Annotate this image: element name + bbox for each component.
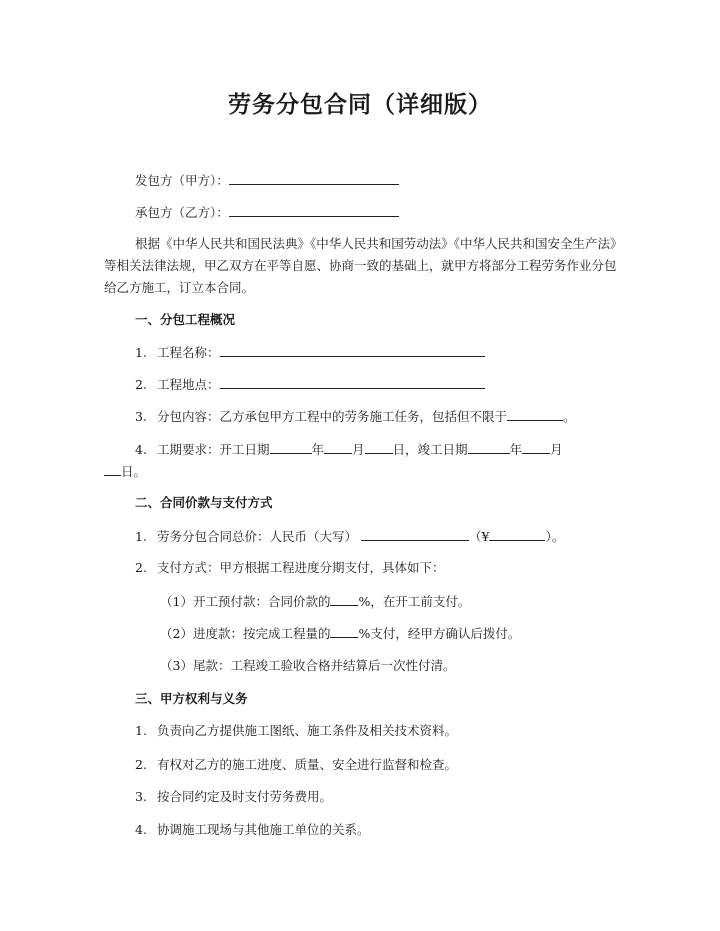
list-item: 2. 工程地点： bbox=[135, 375, 485, 394]
section-2-heading: 二、合同价款与支付方式 bbox=[135, 495, 273, 510]
list-item: 4. 工期要求：开工日期 年 月 日，竣工日期 年 月 bbox=[135, 442, 563, 457]
advance-percent-blank[interactable] bbox=[330, 592, 358, 606]
party-b-blank[interactable] bbox=[229, 203, 399, 217]
list-item: 1. 工程名称： bbox=[135, 343, 485, 362]
end-month-blank[interactable] bbox=[522, 440, 550, 454]
party-a-label: 发包方（甲方）： bbox=[135, 173, 229, 188]
progress-percent-blank[interactable] bbox=[330, 624, 358, 638]
list-item: 1. 负责向乙方提供施工图纸、施工条件及相关技术资料。 bbox=[135, 723, 458, 738]
end-day-blank[interactable] bbox=[104, 462, 121, 476]
list-item-continued: 日。 bbox=[104, 462, 146, 481]
list-item: 2. 有权对乙方的施工进度、质量、安全进行监督和检查。 bbox=[135, 757, 458, 772]
list-item: 4. 协调施工现场与其他施工单位的关系。 bbox=[135, 822, 370, 837]
scope-blank[interactable] bbox=[507, 407, 563, 421]
project-name-blank[interactable] bbox=[220, 343, 485, 357]
payment-item: （1）开工预付款：合同价款的 %，在开工前支付。 bbox=[160, 594, 471, 609]
start-year-blank[interactable] bbox=[270, 440, 312, 454]
party-b-label: 承包方（乙方）： bbox=[135, 205, 229, 220]
party-a-blank[interactable] bbox=[229, 171, 399, 185]
party-b-line bbox=[135, 203, 399, 222]
price-words-blank[interactable] bbox=[361, 527, 469, 541]
list-item: 3. 分包内容：乙方承包甲方工程中的劳务施工任务，包括但不限于 。 bbox=[135, 409, 576, 424]
payment-item: （2）进度款：按完成工程量的 %支付，经甲方确认后拨付。 bbox=[160, 626, 521, 641]
price-number-blank[interactable] bbox=[489, 527, 545, 541]
list-item: 1. 劳务分包合同总价：人民币（大写） （¥ ）。 bbox=[135, 529, 565, 544]
end-year-blank[interactable] bbox=[468, 440, 510, 454]
start-day-blank[interactable] bbox=[365, 440, 393, 454]
document-title: 劳务分包合同（详细版） bbox=[228, 92, 492, 118]
preamble-paragraph: 根据《中华人民共和国民法典》《中华人民共和国劳动法》《中华人民共和国安全生产法》等相关法律法规，甲乙双方在平等自愿、协商一致的基础上，就甲方将部分工程劳务作业分包给乙方施工，订立本合同。 bbox=[104, 236, 617, 295]
section-3-heading: 三、甲方权利与义务 bbox=[135, 691, 248, 706]
list-item: 3. 按合同约定及时支付劳务费用。 bbox=[135, 789, 333, 804]
project-location-blank[interactable] bbox=[220, 375, 485, 389]
section-1-heading: 一、分包工程概况 bbox=[135, 312, 236, 327]
list-item: 2. 支付方式：甲方根据工程进度分期支付，具体如下： bbox=[135, 560, 445, 575]
party-a-line bbox=[135, 171, 399, 190]
payment-item: （3）尾款：工程竣工验收合格并结算后一次性付清。 bbox=[160, 658, 456, 673]
start-month-blank[interactable] bbox=[324, 440, 352, 454]
